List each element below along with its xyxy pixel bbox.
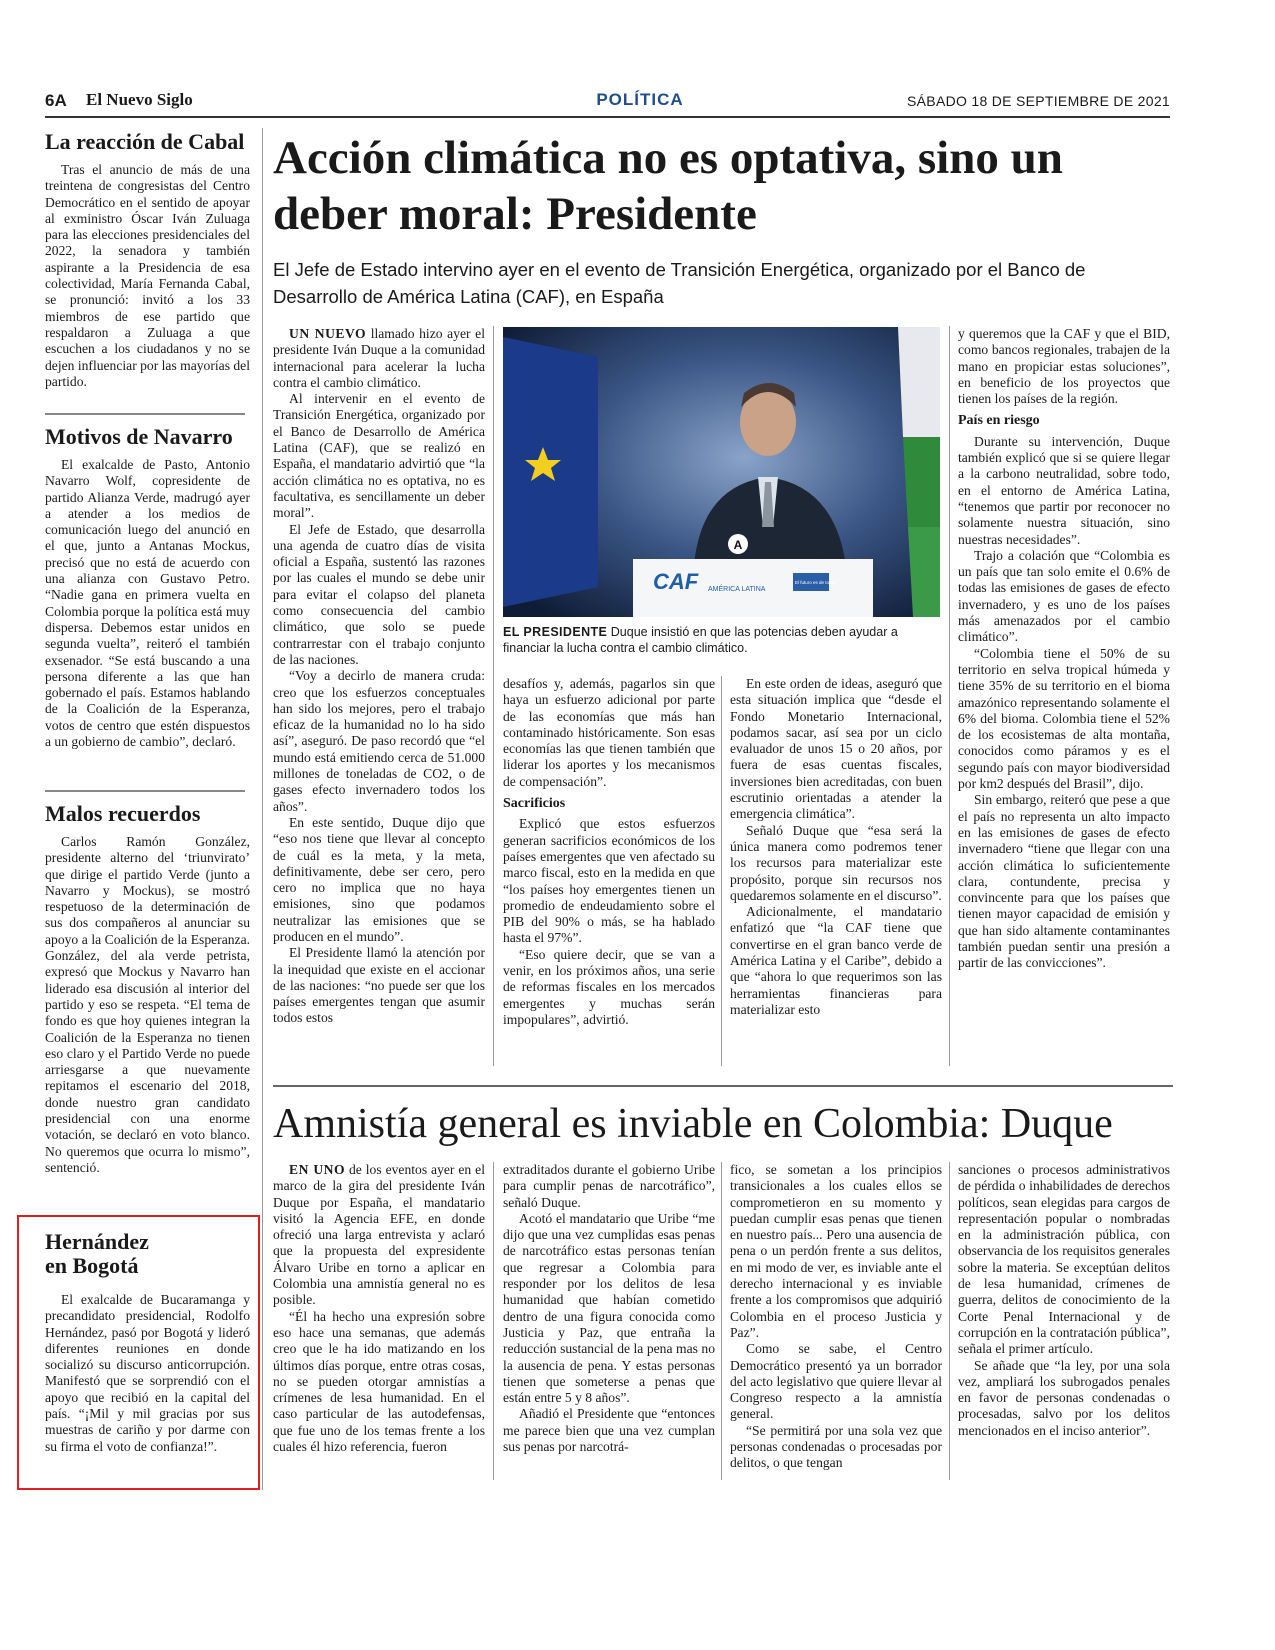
paragraph: “Voy a decirlo de manera cruda: creo que los esfuerzos conceptuales han sido los mejores, pero el trabajo eficaz de la humanidad no lo ha sido así”, aseguró. De paso recordó que “el mundo está emitiendo cerca de 51.000 millones de toneladas de CO2, o de gases efecto invernadero todos los años”. (273, 668, 485, 814)
column-rule (493, 326, 494, 1066)
subhead-pais-en-riesgo: País en riesgo (958, 413, 1040, 429)
column-rule (493, 1162, 494, 1480)
story-divider (273, 1085, 1173, 1087)
caption-lead: EL PRESIDENTE (503, 625, 608, 639)
story2-lead-paragraph: EN UNO de los eventos ayer en el marco de la gira del presidente Iván Duque por España, el mandatario visitó la Agencia EFE, en donde ofreció una larga entrevista y aclaró que la propuesta del expresidente Álvaro Uribe en torno a aplicar en Colombia una amnistía general no es posible. (273, 1162, 485, 1308)
paragraph: fico, se sometan a los principios transicionales a los cuales ellos se comprometieron en su momento y puedan cumplir esas penas que tienen en nuestro país... Pero una ausencia de pena o un perdón frente a sus delitos, en mi modo de ver, es inviable ante el derecho internacional y es inviable frente a los compromisos que adquirió Colombia en el proceso Justicia y Paz”. (730, 1162, 942, 1340)
brief-text: Tras el anuncio de más de una treintena de congresistas del Centro Democrático en el sentido de apoyar al exministro Óscar Iván Zuluaga para las elecciones presidenciales del 2022, la senadora y también aspirante a la Presidencia de esa colectividad, María Fernanda Cabal, se pronunció: invitó a los 33 miembros de ese partido que respaldaron a Zuluaga a que escuchen a los ciudadanos y no se dejen influenciar por las mayorías del partido. (45, 162, 250, 389)
brief-text: El exalcalde de Pasto, Antonio Navarro Wolf, copresidente de partido Alianza Verde, madrugó ayer a atender a los medios de comunicación luego del anunció en el que, junto a Antanas Mockus, precisó que no está de acuerdo con una alianza con Gustavo Petro. “Nadie gana en primera vuelta en Colombia porque la política está muy dispersa. Debemos estar unidos en segunda vuelta”, reiteró el también exsenador. “Se está buscando a una persona diferente a las que han gobernado el país. Estamos hablando de la Coalición de la Esperanza, votos de centro que estén dispuestos a un gobierno de cambio”, declaró. (45, 457, 250, 750)
brief-title: Motivos de Navarro (45, 424, 233, 449)
photo-caption (503, 624, 940, 656)
paragraph: El Jefe de Estado, que desarrolla una agenda de cuatro días de visita oficial a España, sustentó las razones por las cuales el mundo se debe unir para evitar el colapso del planeta como consecuencia del cambio climático, que solo se puede contrarrestar con el trabajo conjunto de las naciones. (273, 521, 485, 667)
section-title: POLÍTICA (596, 90, 684, 109)
brief-text: El exalcalde de Bucaramanga y precandidato presidencial, Rodolfo Hernández, pasó por Bogotá y lideró diferentes reuniones en donde socializó su discurso anticorrupción. Manifestó que se sorprendió con el apoyo que recibió en la capital del país. “¡Mil y mil gracias por sus muestras de cariño y por darme con su firma el voto de confianza!”. (45, 1292, 250, 1454)
column-rule (949, 326, 950, 1066)
brief-title: La reacción de Cabal (45, 129, 245, 154)
mic-logo-text: A (733, 538, 743, 552)
sidebar-column-rule (262, 128, 263, 1490)
paragraph: sanciones o procesos administrativos de pérdida o inhabilidades de derechos políticos, sean elegidas para cargos de representación popular o nombradas en la administración pública, con observancia de los requisitos generales sobre la materia. Se exceptúan delitos de lesa humanidad, crímenes de guerra, delitos de conocimiento de la Corte Penal Internacional y de corrupción en la contratación pública”, señala el primer artículo. (958, 1162, 1170, 1357)
paragraph: “Él ha hecho una expresión sobre eso hace una semanas, que además creo que le ha ido matizando en los últimos días porque, entre otras cosas, no se pueden otorgar amnistías a crímenes de lesa humanidad. En el caso particular de las autodefensas, que fue uno de los temas frente a los cuales él hizo referencia, fueron (273, 1308, 485, 1455)
paragraph: Añadió el Presidente que “entonces me parece bien que una vez cumplan sus penas por narcotrá- (503, 1406, 715, 1455)
paragraph: Durante su intervención, Duque también explicó que si se quiere llegar a la carbono neutralidad, sobre todo, en el entorno de América Latina, “tenemos que partir por reconocer no solamente nuestra situación, sino nuestras necesidades”. (958, 433, 1170, 547)
story1-lead-paragraph: UN NUEVO llamado hizo ayer el presidente Iván Duque a la comunidad internacional para acelerar la lucha contra el cambio climático. (273, 326, 485, 390)
story1-column-1 (273, 326, 485, 1027)
subhead-sacrificios: Sacrificios (503, 796, 566, 812)
story1-column-2 (503, 676, 715, 1028)
highlight-box (17, 1215, 260, 1490)
sidebar-brief-cabal (45, 130, 250, 390)
paragraph: y queremos que la CAF y que el BID, como bancos regionales, trabajen de la mano en propiciar estas soluciones”, en beneficio de los proyectos que tienen los países de la región. (958, 326, 1170, 407)
paragraph: desafíos y, además, pagarlos sin que haya un esfuerzo adicional por parte de las economías que más han contaminado históricamente. Son esas economías las que tienen también que liderar los aportes y los mecanismos de compensación”. (503, 676, 715, 789)
podium-logo: CAF (653, 569, 699, 594)
column-rule (721, 676, 722, 1066)
story1-deck: El Jefe de Estado intervino ayer en el evento de Transición Energética, organizado por el Banco de Desarrollo de América Latina (CAF), en España (273, 259, 1086, 307)
story2-column-2 (503, 1162, 715, 1455)
sidebar-brief-navarro (45, 425, 250, 750)
paragraph: Acotó el mandatario que Uribe “me dijo que una vez cumplidas esas penas de narcotráfico estas personas tenían que regresar a Colombia para responder por los delitos de lesa humanidad que habían cometido dentro de una figura conocida como Justicia y Paz, que entraña la reducción sustancial de la pena mas no la ausencia de pena. Y estas personas tienen que someterse a penas que están entre 5 y 8 años”. (503, 1210, 715, 1406)
brief-title: Malos recuerdos (45, 801, 201, 826)
header-rule (45, 116, 1170, 118)
lead-in: UN NUEVO (289, 326, 367, 341)
sidebar-divider (45, 790, 245, 792)
president-photo (503, 327, 940, 617)
story1-column-4 (958, 326, 1170, 972)
paragraph: En este sentido, Duque dijo que “eso nos tiene que llevar al concepto de cuál es la meta, y la meta, definitivamente, debe ser cero, pero cero no implica que no haya emisiones, sino que podamos neutralizar las emisiones que se producen en el mundo”. (273, 814, 485, 944)
story2-column-4 (958, 1162, 1170, 1439)
brief-text: Carlos Ramón González, presidente alterno del ‘triunvirato’ que dirige el partido Verde (junto a Navarro y Mockus), se mostró respetuoso de la determinación de sus dos compañeros al anunciar su apoyo a la Coalición de la Esperanza. González, del ala verde petrista, expresó que Mockus y Navarro han liderado esa discusión al interior del partido y eso se respeta. “El tema de fondo es que hoy quienes integran la Coalición de la Esperanza no tienen eso claro y el Partido Verde no puede arriesgarse a que nuevamente repitamos el escenario del 2018, donde nuestro gran candidato presidencial con una enorme votación, se declaró en voto blanco. No queremos que ocurra lo mismo”, sentenció. (45, 834, 250, 1175)
paragraph: “Colombia tiene el 50% de su territorio en selva tropical húmeda y tiene 35% de su territorio en el bioma amazónico representando solamente el 6% del bioma. Colombia tiene el 52% de los ecosistemas de alta montaña, conocidos como páramos y es el segundo país con mayor biodiversidad por km2 después del Brasil”, dijo. (958, 645, 1170, 792)
story1-headline: Acción climática no es optativa, sino un deber moral: Presidente (273, 132, 1063, 240)
page-number: 6A (45, 91, 67, 110)
paragraph: Señaló Duque que “esa será la única manera como podremos tener los recursos para materializar este propósito, porque sin recursos nos quedaremos solamente en el discurso”. (730, 822, 942, 903)
lead-in: EN UNO (289, 1162, 346, 1177)
paragraph: Sin embargo, reiteró que pese a que el país no representa un alto impacto en las emisiones de gases de efecto invernadero “tiene que llegar con una acción climática lo suficientemente clara, contundente, precisa y convincente para que los países que tienen mayor capacidad de emisión y que han sido altamente contaminantes también puedan sentir una presión a partir de las convicciones”. (958, 792, 1170, 971)
podium-text: AMÉRICA LATINA (708, 586, 766, 593)
paragraph: Se añade que “la ley, por una sola vez, ampliará los subrogados penales en favor de personas condenadas o procesadas, salvo por los delitos mencionados en el inciso anterior”. (958, 1357, 1170, 1438)
paragraph: Trajo a colación que “Colombia es un país que tan solo emite el 0.6% de todas las emisiones de gases de efecto invernadero, y es uno de los países más amenazados por el cambio climático”. (958, 547, 1170, 645)
paragraph: Adicionalmente, el mandatario enfatizó que “la CAF tiene que convertirse en el gran banco verde de América Latina y el Caribe”, debido a que “ahora lo que requerimos son las herramientas financieras para materializar esto (730, 904, 942, 1017)
photo-illustration (503, 327, 940, 617)
column-rule (721, 1162, 722, 1480)
paragraph: Explicó que estos esfuerzos generan sacrificios económicos de los países emergentes que ven afectado su marco fiscal, esto en la medida en que “los países hoy emergentes tienen un promedio de endeudamiento sobre el PIB del 90% o más, se ha hablado hasta el 97%”. (503, 816, 715, 946)
paragraph: En este orden de ideas, aseguró que esta situación implica que “desde el Fondo Monetario Internacional, podamos sacar, así sea por un ciclo evaluador de unos 15 o 20 años, por fuera de esas cuentas fiscales, inversiones bien acreditadas, con buen escrutinio orientadas a atender la emergencia climática”. (730, 676, 942, 822)
paragraph: “Se permitirá por una sola vez que personas condenadas o procesadas por delitos, o que tengan (730, 1422, 942, 1471)
caption-text: Duque insistió en que las potencias deben ayudar a financiar la lucha contra el cambio climático. (503, 625, 898, 655)
paragraph: Como se sabe, el Centro Democrático presentó ya un borrador del acto legislativo que quiere llevar al Congreso respecto a la amnistía general. (730, 1341, 942, 1422)
story2-column-3 (730, 1162, 942, 1472)
sidebar-brief-gonzalez (45, 802, 250, 1176)
newspaper-name: El Nuevo Siglo (86, 90, 193, 109)
column-rule (949, 1162, 950, 1480)
story2-headline: Amnistía general es inviable en Colombia: Duque (273, 1101, 1113, 1147)
brief-title: Hernández en Bogotá (45, 1229, 149, 1278)
paragraph: “Eso quiere decir, que se van a venir, en los próximos años, una serie de reformas fiscales en los mercados emergentes y muchas serán impopulares”, advirtió. (503, 946, 715, 1027)
story1-column-3 (730, 676, 942, 1018)
sidebar-divider (45, 413, 245, 415)
issue-date: SÁBADO 18 DE SEPTIEMBRE DE 2021 (907, 93, 1170, 109)
paragraph: extraditados durante el gobierno Uribe para cumplir penas de narcotráfico”, señaló Duque. (503, 1162, 715, 1210)
paragraph: Al intervenir en el evento de Transición Energética, organizado por el Banco de Desarrollo de América Latina (CAF), que se realizó en España, el mandatario advirtió que “la acción climática no es optativa, no es facultativa, es sencillamente un deber moral”. (273, 391, 485, 521)
paragraph: El Presidente llamó la atención por la inequidad que existe en el accionar de las naciones: “no puede ser que los países emergentes tengan que asumir todos estos (273, 945, 485, 1026)
podium-tag: El futuro es de todos (795, 580, 837, 585)
story2-column-1 (273, 1162, 485, 1455)
